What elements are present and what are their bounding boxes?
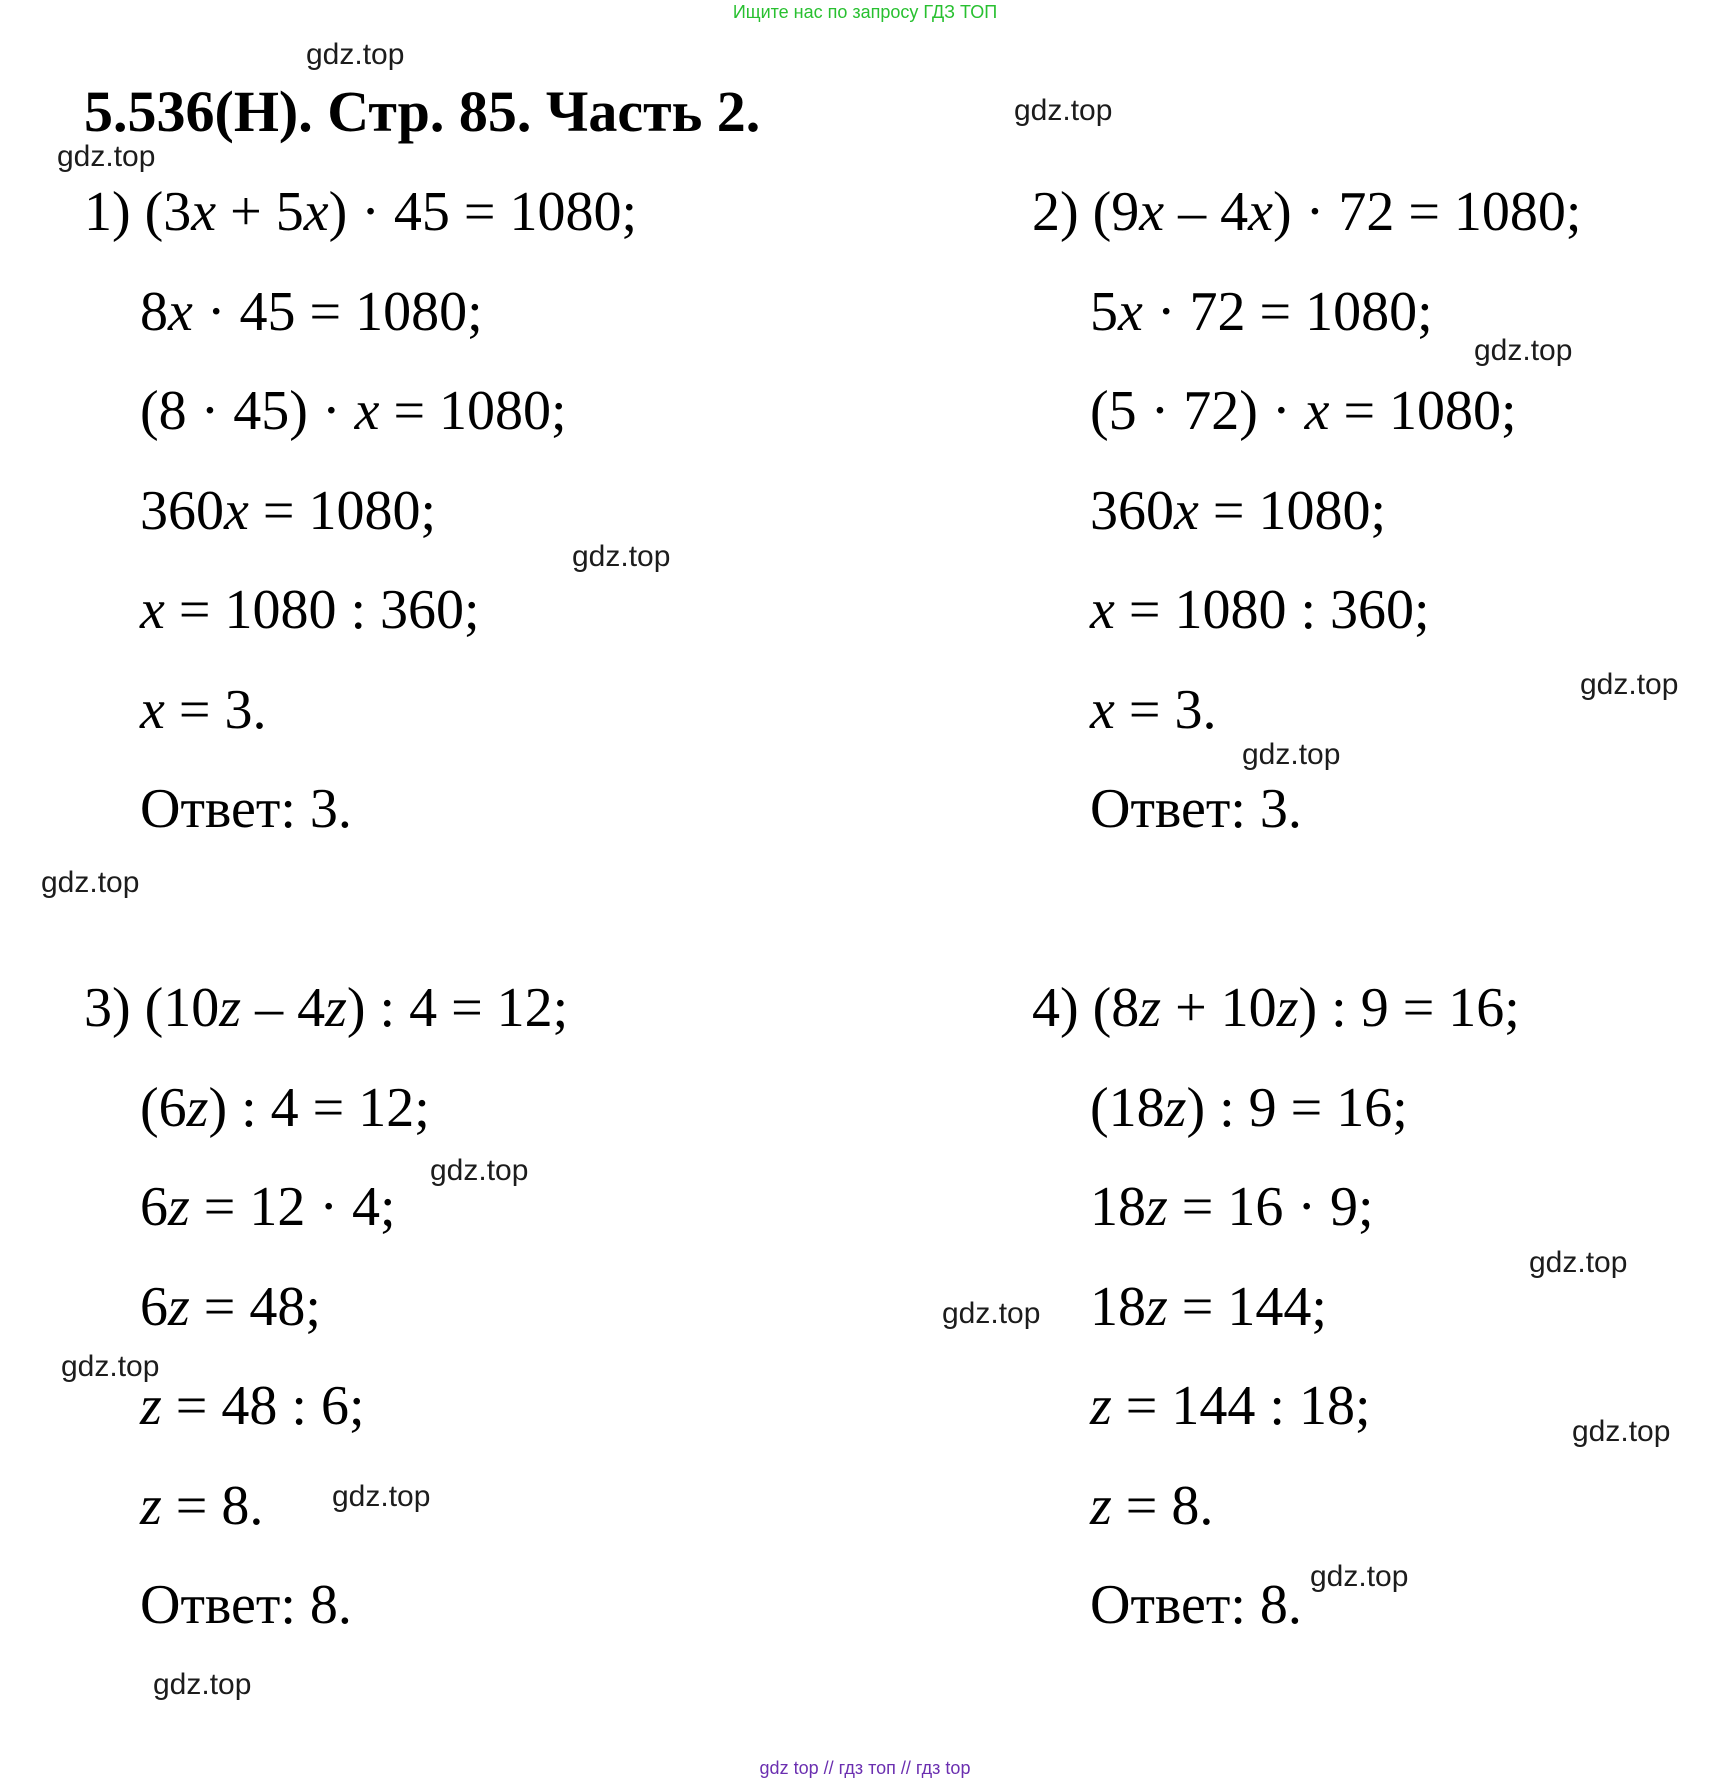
equation-line: [1090, 480, 1386, 542]
expression-text: 4) (8: [1032, 977, 1140, 1039]
expression-text: (6: [140, 1077, 187, 1139]
watermark-text: gdz.top: [332, 1480, 431, 1513]
expression-text: = 8.: [1111, 1475, 1214, 1537]
expression-text: Ответ: 3.: [1090, 778, 1302, 840]
watermark-text: gdz.top: [1580, 668, 1679, 701]
variable: x: [354, 380, 380, 442]
equation-line: [140, 281, 483, 343]
equation-line: [84, 181, 638, 243]
expression-text: + 10: [1161, 977, 1277, 1039]
answer-line: [1090, 1574, 1302, 1636]
variable: x: [224, 480, 249, 542]
equation-line: [1090, 579, 1430, 641]
equation-line: [1090, 380, 1517, 442]
variable: x: [140, 679, 165, 741]
variable: x: [140, 579, 165, 641]
equation-line: [1090, 1475, 1214, 1537]
equation-line: [140, 1375, 365, 1437]
variable: z: [1164, 1077, 1187, 1139]
variable: x: [1090, 679, 1115, 741]
watermark-text: gdz.top: [306, 38, 405, 71]
expression-text: Ответ: 3.: [140, 778, 352, 840]
watermark-text: gdz.top: [1310, 1560, 1409, 1593]
expression-text: 1) (3: [84, 181, 192, 243]
expression-text: 8: [140, 281, 168, 343]
equation-line: [1090, 679, 1217, 741]
expression-text: ) · 45 = 1080;: [328, 181, 638, 243]
variable: z: [1139, 977, 1162, 1039]
expression-text: ) : 9 = 16;: [1186, 1077, 1408, 1139]
expression-text: 18: [1090, 1176, 1146, 1238]
expression-text: = 1080;: [248, 480, 436, 542]
expression-text: = 1080;: [1198, 480, 1386, 542]
watermark-text: gdz.top: [572, 540, 671, 573]
expression-text: · 45 = 1080;: [192, 281, 483, 343]
variable: x: [191, 181, 217, 243]
variable: z: [168, 1176, 190, 1238]
variable: z: [325, 977, 347, 1039]
variable: z: [140, 1375, 162, 1437]
top-banner: Ищите нас по запросу ГДЗ ТОП: [732, 2, 998, 22]
variable: z: [1090, 1475, 1112, 1537]
expression-text: Ответ: 8.: [140, 1574, 352, 1636]
answer-line: [140, 1574, 352, 1636]
variable: x: [1118, 281, 1143, 343]
expression-text: 360: [140, 480, 224, 542]
expression-text: – 4: [241, 977, 326, 1039]
expression-text: (8 · 45) ·: [140, 380, 355, 442]
expression-text: = 1080;: [379, 380, 567, 442]
equation-line: [140, 1176, 396, 1238]
equation-line: [1090, 1176, 1374, 1238]
expression-text: (5 · 72) ·: [1090, 380, 1305, 442]
expression-text: = 144 : 18;: [1111, 1375, 1371, 1437]
expression-text: = 1080;: [1329, 380, 1517, 442]
variable: x: [1090, 579, 1115, 641]
equation-line: [1090, 281, 1433, 343]
watermark-text: gdz.top: [1014, 94, 1113, 127]
expression-text: 3) (10: [84, 977, 220, 1039]
expression-text: ) : 4 = 12;: [346, 977, 569, 1039]
equation-line: [140, 579, 480, 641]
variable: z: [219, 977, 242, 1039]
watermark-text: gdz.top: [1242, 738, 1341, 771]
expression-text: = 12 · 4;: [189, 1176, 396, 1238]
equation-line: [140, 1276, 321, 1338]
equation-line: [1090, 1375, 1371, 1437]
answer-line: [1090, 778, 1302, 840]
expression-text: + 5: [216, 181, 304, 243]
expression-text: = 1080 : 360;: [164, 579, 480, 641]
equation-line: [1032, 977, 1520, 1039]
expression-text: (18: [1090, 1077, 1165, 1139]
variable: z: [186, 1077, 209, 1139]
watermark-text: gdz.top: [61, 1350, 160, 1383]
expression-text: – 4: [1164, 181, 1249, 243]
variable: z: [1090, 1375, 1112, 1437]
equation-line: [1090, 1276, 1327, 1338]
footer-links: gdz top // гдз топ // гдз top: [759, 1758, 971, 1778]
expression-text: · 72 = 1080;: [1142, 281, 1433, 343]
expression-text: 6: [140, 1176, 168, 1238]
expression-text: = 1080 : 360;: [1114, 579, 1430, 641]
watermark-text: gdz.top: [430, 1154, 529, 1187]
watermark-text: gdz.top: [57, 140, 156, 173]
expression-text: = 48;: [189, 1276, 321, 1338]
variable: z: [168, 1276, 190, 1338]
variable: z: [140, 1475, 162, 1537]
variable: x: [1174, 480, 1199, 542]
variable: z: [1146, 1276, 1168, 1338]
expression-text: ) : 9 = 16;: [1298, 977, 1520, 1039]
watermark-text: gdz.top: [153, 1668, 252, 1701]
variable: x: [1304, 380, 1330, 442]
expression-text: 18: [1090, 1276, 1146, 1338]
expression-text: 2) (9: [1032, 181, 1140, 243]
variable: x: [1139, 181, 1165, 243]
page-title: 5.536(Н). Стр. 85. Часть 2.: [84, 79, 761, 144]
variable: z: [1276, 977, 1299, 1039]
watermark-text: gdz.top: [1572, 1415, 1671, 1448]
variable: x: [303, 181, 329, 243]
watermark-text: gdz.top: [1474, 334, 1573, 367]
expression-text: = 16 · 9;: [1167, 1176, 1374, 1238]
equation-line: [140, 679, 267, 741]
equation-line: [140, 1077, 430, 1139]
equation-line: [84, 977, 569, 1039]
expression-text: ) : 4 = 12;: [208, 1077, 430, 1139]
expression-text: ) · 72 = 1080;: [1273, 181, 1582, 243]
equation-line: [140, 1475, 264, 1537]
equation-line: [1032, 181, 1582, 243]
equation-line: [140, 380, 567, 442]
expression-text: = 144;: [1167, 1276, 1327, 1338]
answer-line: [140, 778, 352, 840]
expression-text: Ответ: 8.: [1090, 1574, 1302, 1636]
expression-text: 360: [1090, 480, 1174, 542]
watermark-text: gdz.top: [1529, 1246, 1628, 1279]
variable: x: [1248, 181, 1274, 243]
expression-text: = 8.: [161, 1475, 264, 1537]
watermark-text: gdz.top: [942, 1297, 1041, 1330]
equation-line: [140, 480, 436, 542]
expression-text: = 48 : 6;: [161, 1375, 365, 1437]
watermark-text: gdz.top: [41, 866, 140, 899]
expression-text: 5: [1090, 281, 1118, 343]
variable: x: [168, 281, 193, 343]
expression-text: = 3.: [1114, 679, 1217, 741]
equation-line: [1090, 1077, 1408, 1139]
expression-text: 6: [140, 1276, 168, 1338]
expression-text: = 3.: [164, 679, 267, 741]
variable: z: [1146, 1176, 1168, 1238]
